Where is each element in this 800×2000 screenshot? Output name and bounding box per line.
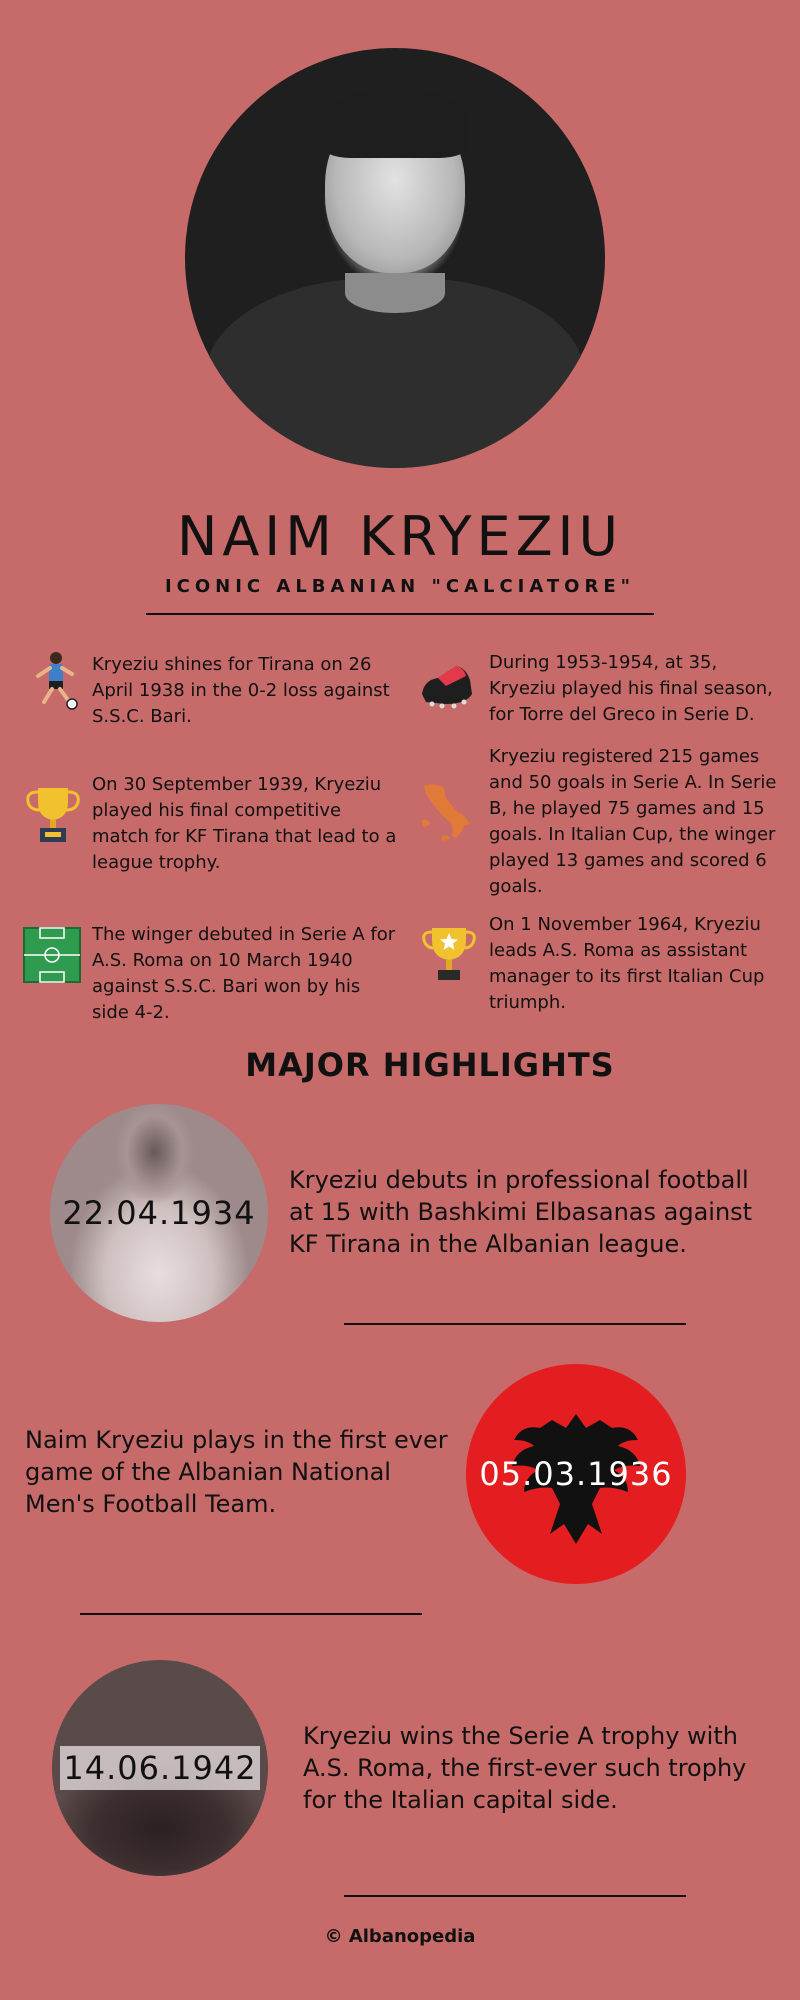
fact-text-5: The winger debuted in Serie A for A.S. Roma on 10 March 1940 against S.S.C. Bari won by his side 4-2. <box>92 924 396 1023</box>
highlight-text-2: Naim Kryeziu plays in the first ever game of the Albanian National Men's Football Team. <box>25 1426 448 1518</box>
title-divider <box>146 613 654 615</box>
page-title: NAIM KRYEZIU <box>176 505 624 568</box>
highlight-date-3: 14.06.1942 <box>63 1749 257 1787</box>
highlight-photo-1 <box>50 1104 268 1322</box>
highlight-date-1: 22.04.1934 <box>62 1194 256 1232</box>
timeline-divider-1 <box>344 1323 686 1325</box>
timeline-divider-3 <box>344 1895 686 1897</box>
football-pitch-icon <box>22 924 84 986</box>
portrait-photo <box>185 48 605 468</box>
page-subtitle: ICONIC ALBANIAN "CALCIATORE" <box>164 576 636 597</box>
footer-credit: © Albanopedia <box>324 1926 476 1947</box>
trophy-icon <box>22 784 84 846</box>
footballer-icon <box>24 650 86 712</box>
albanian-flag-circle <box>466 1364 686 1584</box>
highlights-title: MAJOR HIGHLIGHTS <box>245 1046 615 1084</box>
highlight-photo-3 <box>52 1660 268 1876</box>
football-boot-icon <box>416 654 478 716</box>
highlight-text-1: Kryeziu debuts in professional football at 15 with Bashkimi Elbasanas against KF Tirana in the Albanian league. <box>289 1166 753 1258</box>
highlight-text-3: Kryeziu wins the Serie A trophy with A.S. Roma, the first-ever such trophy for the Italian capital side. <box>303 1722 747 1814</box>
fact-text-6: On 1 November 1964, Kryeziu leads A.S. Roma as assistant manager to its first Italian Cup triumph. <box>489 914 765 1013</box>
fact-text-2: During 1953-1954, at 35, Kryeziu played his final season, for Torre del Greco in Serie D. <box>489 652 773 725</box>
italy-map-icon <box>416 780 478 842</box>
fact-text-1: Kryeziu shines for Tirana on 26 April 1938 in the 0-2 loss against S.S.C. Bari. <box>92 654 390 727</box>
fact-text-4: Kryeziu registered 215 games and 50 goals in Serie A. In Serie B, he played 75 games and 15 goals. In Italian Cup, the winger played 13 games and scored 6 goals. <box>489 746 777 897</box>
cup-star-icon <box>418 924 480 986</box>
timeline-divider-2 <box>80 1613 422 1615</box>
highlight-date-2: 05.03.1936 <box>479 1455 673 1493</box>
fact-text-3: On 30 September 1939, Kryeziu played his final competitive match for KF Tirana that lead to a league trophy. <box>92 774 397 873</box>
